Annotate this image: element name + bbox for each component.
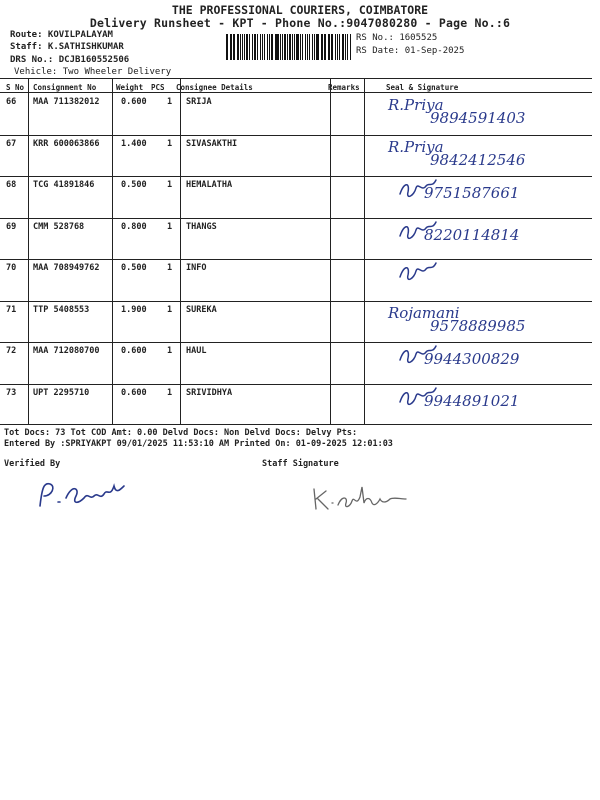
barcode-bar: [284, 34, 286, 60]
barcode-bar: [329, 34, 330, 60]
recipient-phone: 9842412546: [430, 151, 526, 169]
barcode-bar: [269, 34, 271, 60]
barcode-bar: [321, 34, 322, 60]
row-weight: 0.600: [121, 97, 147, 107]
table-bottom-rule: [0, 424, 592, 425]
row-sno: 70: [6, 263, 17, 273]
row-pcs: 1: [167, 305, 173, 315]
barcode-bar: [254, 34, 256, 60]
recipient-phone: 9944300829: [424, 350, 520, 368]
totals-line: Tot Docs: 73 Tot COD Amt: 0.00 Delvd Docs: Non Delvd Docs: Delvy Pts:: [4, 428, 358, 438]
row-pcs: 1: [167, 97, 173, 107]
recipient-phone: 9578889985: [430, 317, 526, 335]
column-divider: [180, 78, 181, 424]
row-divider: [0, 301, 592, 302]
barcode-bar: [314, 34, 316, 60]
barcode-bar: [302, 34, 303, 60]
recipient-signature-name: R.Priya: [388, 96, 444, 114]
row-weight: 0.800: [121, 222, 147, 232]
column-divider: [330, 78, 331, 424]
staff-signature: [310, 485, 420, 513]
barcode-bar: [244, 34, 245, 60]
rs-number: RS No.: 1605525: [356, 33, 438, 43]
row-divider: [0, 259, 592, 260]
row-consignee: THANGS: [186, 222, 217, 232]
entered-by-line: Entered By :SPRIYAKPT 09/01/2025 11:53:10 AM Printed On: 01-09-2025 12:01:03: [4, 439, 393, 449]
row-consignment-no: KRR 600063866: [33, 139, 100, 149]
row-consignment-no: CMM 528768: [33, 222, 85, 232]
barcode-bar: [292, 34, 293, 60]
barcode-bar: [287, 34, 288, 60]
barcode-bar: [335, 34, 337, 60]
column-divider: [364, 78, 365, 424]
row-divider: [0, 135, 592, 136]
row-pcs: 1: [167, 346, 173, 356]
barcode-bar: [316, 34, 318, 60]
row-sno: 73: [6, 388, 17, 398]
row-consignee: SRIVIDHYA: [186, 388, 233, 398]
staff-label: Staff: K.SATHISHKUMAR: [10, 42, 124, 52]
col-header-remarks: Remarks: [328, 83, 360, 92]
row-weight: 0.600: [121, 388, 147, 398]
barcode-bar: [322, 34, 323, 60]
barcode-bar: [289, 34, 291, 60]
row-consignee: SUREKA: [186, 305, 217, 315]
row-pcs: 1: [167, 222, 173, 232]
row-weight: 1.400: [121, 139, 147, 149]
table-header-rule: [0, 92, 592, 93]
col-header-consignee: Consignee Details: [176, 83, 253, 92]
document-subtitle: Delivery Runsheet - KPT - Phone No.:9047080280 - Page No.:6: [89, 16, 511, 30]
col-header-sno: S No: [6, 83, 25, 92]
row-consignee: HEMALATHA: [186, 180, 233, 190]
row-divider: [0, 218, 592, 219]
barcode-bar: [231, 34, 232, 60]
col-header-seal: Seal & Signature: [386, 83, 459, 92]
row-divider: [0, 384, 592, 385]
vehicle-label: Vehicle: Two Wheeler Delivery: [14, 67, 172, 77]
barcode-bar: [312, 34, 313, 60]
row-consignee: SIVASAKTHI: [186, 139, 238, 149]
barcode-bar: [324, 34, 326, 60]
row-consignee: SRIJA: [186, 97, 212, 107]
barcode-bar: [294, 34, 295, 60]
row-divider: [0, 176, 592, 177]
barcode: [226, 34, 352, 60]
barcode-bar: [309, 34, 310, 60]
recipient-phone: 9944891021: [424, 392, 520, 410]
row-weight: 0.600: [121, 346, 147, 356]
barcode-bar: [345, 34, 346, 60]
barcode-bar: [280, 34, 281, 60]
route-label: Route: KOVILPALAYAM: [10, 30, 113, 40]
recipient-signature-name: Rojamani: [388, 304, 460, 322]
barcode-bar: [260, 34, 261, 60]
recipient-phone: 9751587661: [424, 184, 520, 202]
barcode-bar: [307, 34, 309, 60]
recipient-signature-mark: [398, 261, 438, 283]
barcode-bar: [275, 34, 276, 60]
row-consignee: INFO: [186, 263, 207, 273]
barcode-bar: [264, 34, 265, 60]
verifier-signature: [36, 478, 146, 512]
recipient-signature-name: R.Priya: [388, 138, 444, 156]
barcode-bar: [350, 34, 351, 60]
drs-number: DRS No.: DCJB160552506: [10, 55, 130, 65]
barcode-bar: [337, 34, 338, 60]
barcode-bar: [300, 34, 302, 60]
row-sno: 66: [6, 97, 17, 107]
barcode-bar: [230, 34, 231, 60]
barcode-bar: [249, 34, 251, 60]
barcode-bar: [257, 34, 258, 60]
row-weight: 1.900: [121, 305, 147, 315]
barcode-bar: [347, 34, 349, 60]
barcode-bar: [276, 34, 278, 60]
row-weight: 0.500: [121, 180, 147, 190]
col-header-consignment: Consignment No: [33, 83, 97, 92]
row-consignment-no: TTP 5408553: [33, 305, 90, 315]
rs-date: RS Date: 01-Sep-2025: [356, 46, 465, 56]
row-consignment-no: MAA 712080700: [33, 346, 100, 356]
barcode-bar: [296, 34, 298, 60]
barcode-bar: [246, 34, 248, 60]
verified-by-label: Verified By: [4, 459, 61, 469]
column-divider: [28, 78, 29, 424]
row-consignment-no: TCG 41891846: [33, 180, 95, 190]
table-top-rule: [0, 78, 592, 79]
row-pcs: 1: [167, 139, 173, 149]
row-divider: [0, 342, 592, 343]
row-sno: 69: [6, 222, 17, 232]
column-divider: [112, 78, 113, 424]
barcode-bar: [252, 34, 253, 60]
barcode-bar: [262, 34, 264, 60]
barcode-bar: [226, 34, 228, 60]
barcode-bar: [242, 34, 243, 60]
barcode-bar: [331, 34, 333, 60]
row-consignment-no: MAA 708949762: [33, 263, 100, 273]
row-weight: 0.500: [121, 263, 147, 273]
staff-signature-label: Staff Signature: [262, 459, 339, 469]
row-pcs: 1: [167, 388, 173, 398]
recipient-phone: 8220114814: [424, 226, 520, 244]
row-sno: 72: [6, 346, 17, 356]
barcode-bar: [237, 34, 239, 60]
barcode-bar: [267, 34, 268, 60]
document-title: THE PROFESSIONAL COURIERS, COIMBATORE: [171, 3, 429, 17]
col-header-weight: Weight: [116, 83, 144, 92]
barcode-bar: [282, 34, 283, 60]
row-sno: 67: [6, 139, 17, 149]
row-consignment-no: MAA 711382012: [33, 97, 100, 107]
row-sno: 68: [6, 180, 17, 190]
row-pcs: 1: [167, 263, 173, 273]
barcode-bar: [305, 34, 306, 60]
col-header-pcs: PCS: [151, 83, 165, 92]
barcode-bar: [328, 34, 329, 60]
barcode-bar: [339, 34, 340, 60]
row-consignee: HAUL: [186, 346, 207, 356]
barcode-bar: [271, 34, 273, 60]
row-consignment-no: UPT 2295710: [33, 388, 90, 398]
row-pcs: 1: [167, 180, 173, 190]
row-sno: 71: [6, 305, 17, 315]
barcode-bar: [240, 34, 241, 60]
barcode-bar: [233, 34, 235, 60]
recipient-phone: 9894591403: [430, 109, 526, 127]
barcode-bar: [342, 34, 344, 60]
